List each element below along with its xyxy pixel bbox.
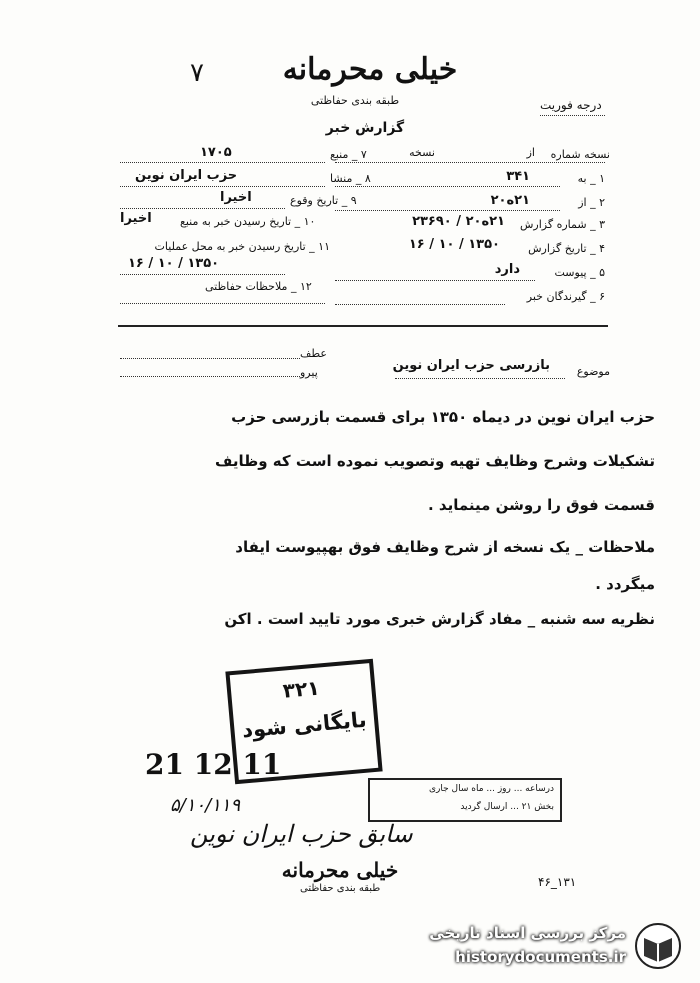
field-report-date-label: ۴ _ تاریخ گزارش xyxy=(528,242,605,255)
footer-classification-title: خیلی محرمانه xyxy=(281,858,399,882)
field-report-number-value: ۲۱ه۲۰ / ۲۳۶۹۰ xyxy=(412,214,505,229)
field-from-label: ۲ _ از xyxy=(578,196,605,209)
field-copy-number-copy: نسخه xyxy=(409,146,435,159)
archive-stamp-number: ۳۲۱ xyxy=(281,675,321,703)
field-from-value: ۲۱ه۲۰ xyxy=(490,193,530,208)
field-security-notes-label: ۱۲ _ ملاحظات حفاظتی xyxy=(205,280,312,293)
field-origin-value: حزب ایران نوین xyxy=(135,168,238,183)
classification-title: خیلی محرمانه xyxy=(282,52,458,87)
field-source-label: ۷ _ منبع xyxy=(330,148,367,161)
field-source-received-value: اخیرا xyxy=(120,211,152,226)
section-divider xyxy=(118,325,608,327)
body-line: میگردد . xyxy=(595,575,655,593)
dispatch-stamp-line: درساعه ... روز ... ماه سال جاری xyxy=(429,784,554,794)
page-code: ۴۶_۱۳۱ xyxy=(538,875,577,889)
book-logo-icon xyxy=(634,922,682,970)
dispatch-stamp-line: بخش ۲۱ ... ارسال گردید xyxy=(460,802,554,812)
body-line: قسمت فوق را روشن مینماید . xyxy=(428,496,655,514)
field-copy-number-of: از xyxy=(526,146,535,159)
field-copy-number-label: نسخه شماره xyxy=(550,148,610,161)
field-to-label: ۱ _ به xyxy=(577,172,605,185)
field-origin-label: ۸ _ منشا xyxy=(330,172,371,185)
field-attachment-value: دارد xyxy=(494,262,520,277)
reference-atf-label: عطف xyxy=(300,347,327,360)
field-occurrence-date-value: اخیرا xyxy=(220,190,252,205)
date-stamp: 21 12 11 xyxy=(145,748,282,781)
footer-classification-subtitle: طبقه بندی حفاظتی xyxy=(300,883,381,894)
subject-label: موضوع xyxy=(576,365,610,378)
handwritten-number: ۷ xyxy=(190,58,204,88)
body-line: نظریه سه شنبه _ مفاد گزارش خبری مورد تایید است . اکن xyxy=(224,610,655,628)
field-report-number-label: ۳ _ شماره گزارش xyxy=(519,218,605,231)
urgency-label: درجه فوریت xyxy=(540,98,602,112)
subject-value: بازرسی حزب ایران نوین xyxy=(392,358,550,373)
field-source-value: ۱۷۰۵ xyxy=(200,145,232,160)
field-source-received-label: ۱۰ _ تاریخ رسیدن خبر به منبع xyxy=(180,215,316,228)
classification-subtitle: طبقه بندی حفاظتی xyxy=(310,94,400,107)
field-report-date-value: ۱۳۵۰ / ۱۰ / ۱۶ xyxy=(408,237,500,252)
field-ops-received-label: ۱۱ _ تاریخ رسیدن خبر به محل عملیات xyxy=(154,240,330,253)
body-line: تشکیلات وشرح وظایف تهیه وتصویب نموده است که وظایف xyxy=(214,452,655,470)
handwritten-note: سابق حزب ایران نوین xyxy=(190,820,413,848)
watermark-text-en: historydocuments.ir xyxy=(455,948,626,966)
body-line: ملاحظات _ یک نسخه از شرح وظایف فوق بهپیوست ایفاد xyxy=(235,538,655,556)
field-recipients-label: ۶ _ گیرندگان خبر xyxy=(526,290,605,303)
dispatch-stamp xyxy=(368,778,562,822)
field-attachment-label: ۵ _ پیوست xyxy=(554,266,605,279)
urgency-dots xyxy=(540,115,605,116)
field-ops-received-value: ۱۳۵۰ / ۱۰ / ۱۶ xyxy=(128,256,220,271)
report-title: گزارش خبر xyxy=(325,120,405,136)
body-line: حزب ایران نوین در دیماه ۱۳۵۰ برای قسمت بازرسی حزب xyxy=(231,408,655,426)
field-to-value: ۳۴۱ xyxy=(506,169,530,184)
reference-pirov-label: پیرو xyxy=(300,366,318,379)
watermark-text-fa: مرکز بررسی اسناد تاریخی xyxy=(429,924,626,942)
field-occurrence-date-label: ۹ _ تاریخ وقوع xyxy=(290,194,357,207)
watermark xyxy=(398,918,688,978)
archive-stamp-text: بایگانی شود xyxy=(241,707,368,743)
handwritten-date: ۵/۱۰/۱۱۹ xyxy=(170,795,241,816)
